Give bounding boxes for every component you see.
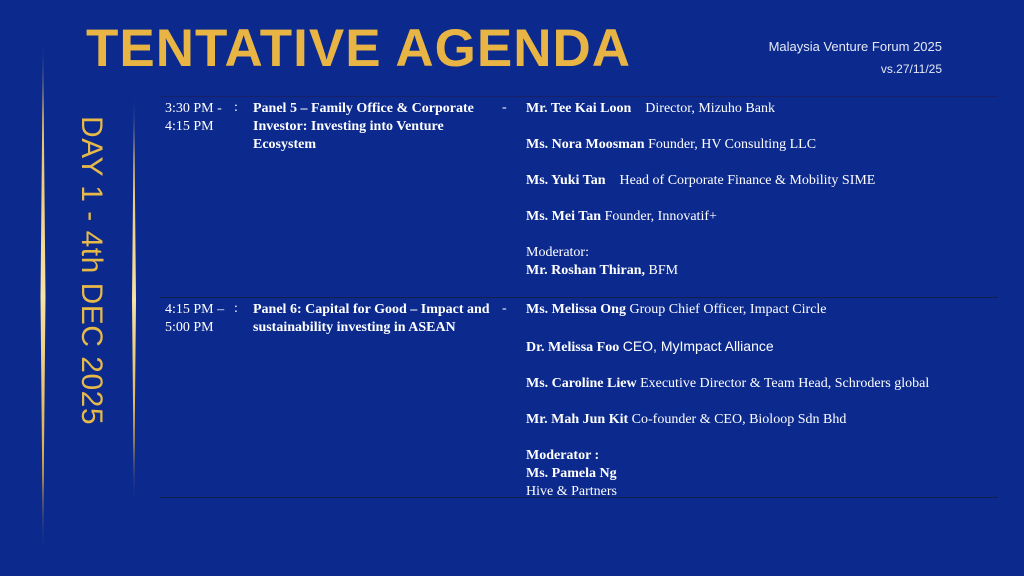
speaker-item: [526, 375, 996, 393]
separator-colon: :: [234, 301, 238, 316]
moderator-line: [526, 262, 996, 280]
page-title: TENTATIVE AGENDA: [86, 19, 632, 78]
speaker-item: [526, 208, 996, 226]
forum-name: Malaysia Venture Forum 2025: [768, 39, 942, 54]
speaker-role: Founder, Innovatif+: [604, 209, 717, 224]
version-label: vs.27/11/25: [880, 62, 942, 76]
speaker-role: Founder, HV Consulting LLC: [648, 137, 817, 152]
session-row: [160, 97, 998, 298]
day-label: DAY 1 - 4th DEC 2025: [75, 116, 108, 426]
speaker-role: CEO, MyImpact Alliance: [622, 338, 774, 354]
speaker-role: Co-founder & CEO, Bioloop Sdn Bhd: [631, 412, 847, 427]
speaker-name: Mr. Mah Jun Kit: [526, 412, 629, 427]
speaker-name: Mr. Tee Kai Loon: [526, 101, 632, 116]
speaker-item: [526, 301, 996, 319]
gold-divider-right: [131, 95, 137, 505]
speaker-item: [526, 136, 996, 154]
moderator-org: BFM: [648, 263, 679, 278]
session-row: [160, 298, 998, 498]
speaker-role: Executive Director & Team Head, Schroders global: [640, 376, 930, 391]
separator-dash: -: [502, 100, 507, 115]
moderator-name: Ms. Pamela Ng: [526, 466, 617, 481]
speaker-name: Ms. Yuki Tan: [526, 173, 606, 188]
separator-dash: -: [502, 301, 507, 316]
panel-title: Panel 5 – Family Office & Corporate Investor: Investing into Venture Ecosystem: [253, 101, 474, 152]
session-time: 3:30 PM - 4:15 PM: [165, 101, 222, 134]
speaker-item: [526, 100, 996, 118]
speaker-item: [526, 337, 996, 357]
session-time: 4:15 PM – 5:00 PM: [165, 302, 225, 335]
speaker-name: Ms. Nora Moosman: [526, 137, 645, 152]
separator-colon: :: [234, 100, 238, 115]
speaker-name: Ms. Melissa Ong: [526, 302, 626, 317]
speaker-list: [526, 100, 996, 280]
speaker-name: Ms. Mei Tan: [526, 209, 602, 224]
moderator-name: Mr. Roshan Thiran,: [526, 263, 646, 278]
moderator-label: Moderator:: [526, 245, 589, 260]
moderator-org: Hive & Partners: [526, 484, 617, 499]
speaker-name: Ms. Caroline Liew: [526, 376, 637, 391]
gold-divider-left: [40, 40, 46, 554]
speaker-role: Director, Mizuho Bank: [645, 101, 775, 116]
moderator-label: Moderator :: [526, 448, 600, 463]
speaker-role: Group Chief Officer, Impact Circle: [629, 302, 827, 317]
speaker-list: [526, 301, 996, 501]
speaker-name: Dr. Melissa Foo: [526, 340, 620, 355]
speaker-item: [526, 411, 996, 429]
speaker-role: Head of Corporate Finance & Mobility SIME: [619, 173, 876, 188]
panel-title: Panel 6: Capital for Good – Impact and sustainability investing in ASEAN: [253, 302, 490, 335]
agenda-table: [160, 96, 998, 498]
speaker-item: [526, 172, 996, 190]
